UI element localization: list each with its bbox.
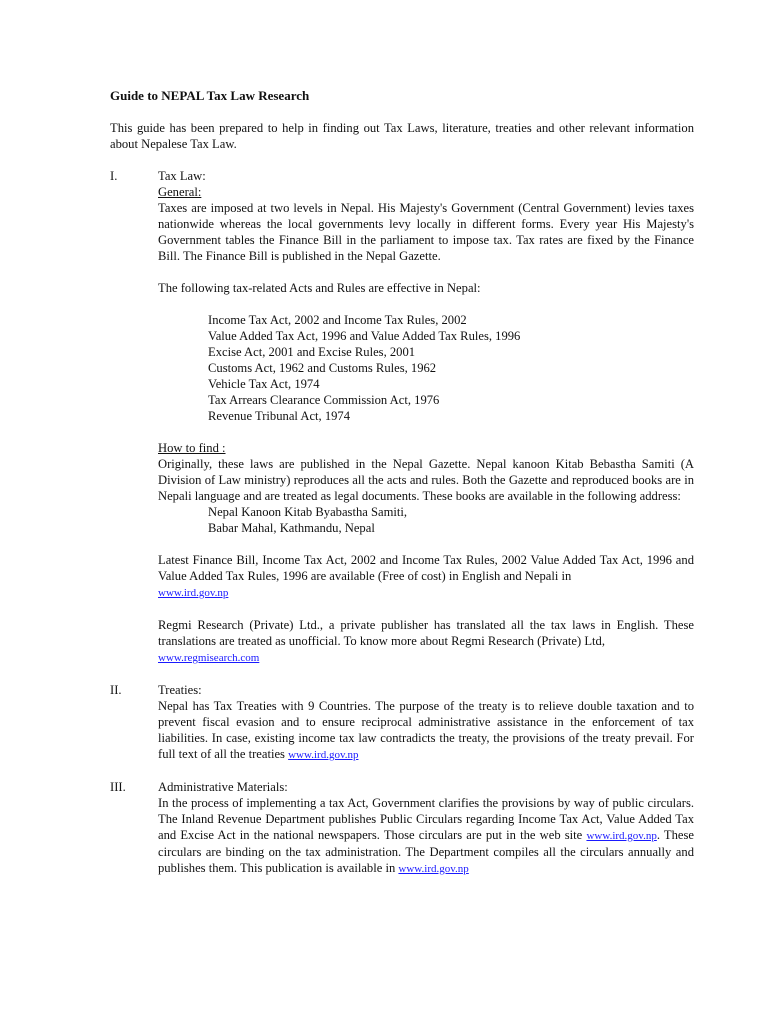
- section-heading: Treaties:: [158, 683, 202, 697]
- ird-link[interactable]: www.ird.gov.np: [158, 587, 229, 599]
- administrative-paragraph: [158, 795, 694, 877]
- administrative-text-b: . These circulars are binding on the tax administration. The Department compiles all the circulars annually and publishes them. This publication is available in: [158, 828, 694, 875]
- general-label: General:: [158, 185, 202, 199]
- howto-label: How to find :: [158, 441, 226, 455]
- treaties-text: Nepal has Tax Treaties with 9 Countries. The purpose of the treaty is to relieve double taxation and to prevent fiscal evasion and to ensure reciprocal administrative assistance in the enforcement of tax liabilities. In case, existing income tax law contradicts the treaty, the provisions of the treaty prevail. For full text of all the treaties: [158, 699, 694, 761]
- section-treaties: [110, 682, 694, 763]
- intro-paragraph: This guide has been prepared to help in finding out Tax Laws, literature, treaties and other relevant information about Nepalese Tax Law.: [110, 121, 694, 151]
- document-page: [110, 88, 694, 893]
- section-tax-law: [110, 168, 694, 666]
- section-number: I.: [110, 169, 118, 183]
- section-heading: Tax Law:: [158, 169, 206, 183]
- list-item: Customs Act, 1962 and Customs Rules, 1962: [208, 361, 437, 375]
- list-item: Revenue Tribunal Act, 1974: [208, 409, 351, 423]
- document-title: Guide to NEPAL Tax Law Research: [110, 88, 310, 103]
- list-item: Tax Arrears Clearance Commission Act, 1976: [208, 393, 440, 407]
- address-line: Nepal Kanoon Kitab Byabastha Samiti,: [208, 505, 408, 519]
- regmi-text: Regmi Research (Private) Ltd., a private publisher has translated all the tax laws in English. These translations are treated as unofficial. To know more about Regmi Research (Private) Ltd,: [158, 618, 694, 648]
- administrative-text-a: In the process of implementing a tax Act, Government clarifies the provisions by way of public circulars. The Inland Revenue Department publishes Public Circulars regarding Income Tax Act, Value Added Tax and Excise Act in the national newspapers. Those circulars are put in the web site: [158, 796, 694, 842]
- ird-link[interactable]: www.ird.gov.np: [288, 749, 359, 761]
- section-heading: Administrative Materials:: [158, 780, 288, 794]
- general-paragraph: Taxes are imposed at two levels in Nepal. His Majesty's Government (Central Government) levies taxes nationwide whereas the local governments levy locally in different forms. Every year His Majesty's Government tables the Finance Bill in the parliament to impose tax. Tax rates are fixed by the Finance Bill. The Finance Bill is published in the Nepal Gazette.: [158, 201, 694, 263]
- list-item: Income Tax Act, 2002 and Income Tax Rules, 2002: [208, 313, 467, 327]
- finance-text: Latest Finance Bill, Income Tax Act, 2002 and Income Tax Rules, 2002 Value Added Tax Act, 1996 and Value Added Tax Rules, 1996 are available (Free of cost) in English and Nepali in: [158, 553, 694, 583]
- ird-link[interactable]: www.ird.gov.np: [586, 830, 657, 842]
- list-item: Vehicle Tax Act, 1974: [208, 377, 320, 391]
- list-item: Value Added Tax Act, 1996 and Value Added Tax Rules, 1996: [208, 329, 521, 343]
- section-administrative: [110, 779, 694, 877]
- regmi-paragraph: [158, 617, 694, 666]
- list-item: Excise Act, 2001 and Excise Rules, 2001: [208, 345, 416, 359]
- ird-link[interactable]: www.ird.gov.np: [398, 863, 469, 875]
- regmi-link[interactable]: www.regmisearch.com: [158, 652, 260, 664]
- section-number: III.: [110, 780, 126, 794]
- treaties-paragraph: [158, 698, 694, 763]
- acts-list: [158, 312, 694, 424]
- howto-paragraph: Originally, these laws are published in the Nepal Gazette. Nepal kanoon Kitab Bebastha Samiti (A Division of Law ministry) reproduces all the acts and rules. Both the Gazette and reproduced books are in Nepali language and are treated as legal documents. These books are available in the following address:: [158, 457, 694, 503]
- acts-intro: The following tax-related Acts and Rules are effective in Nepal:: [158, 281, 481, 295]
- address-block: [158, 504, 694, 536]
- address-line: Babar Mahal, Kathmandu, Nepal: [208, 521, 375, 535]
- finance-paragraph: [158, 552, 694, 601]
- section-number: II.: [110, 683, 122, 697]
